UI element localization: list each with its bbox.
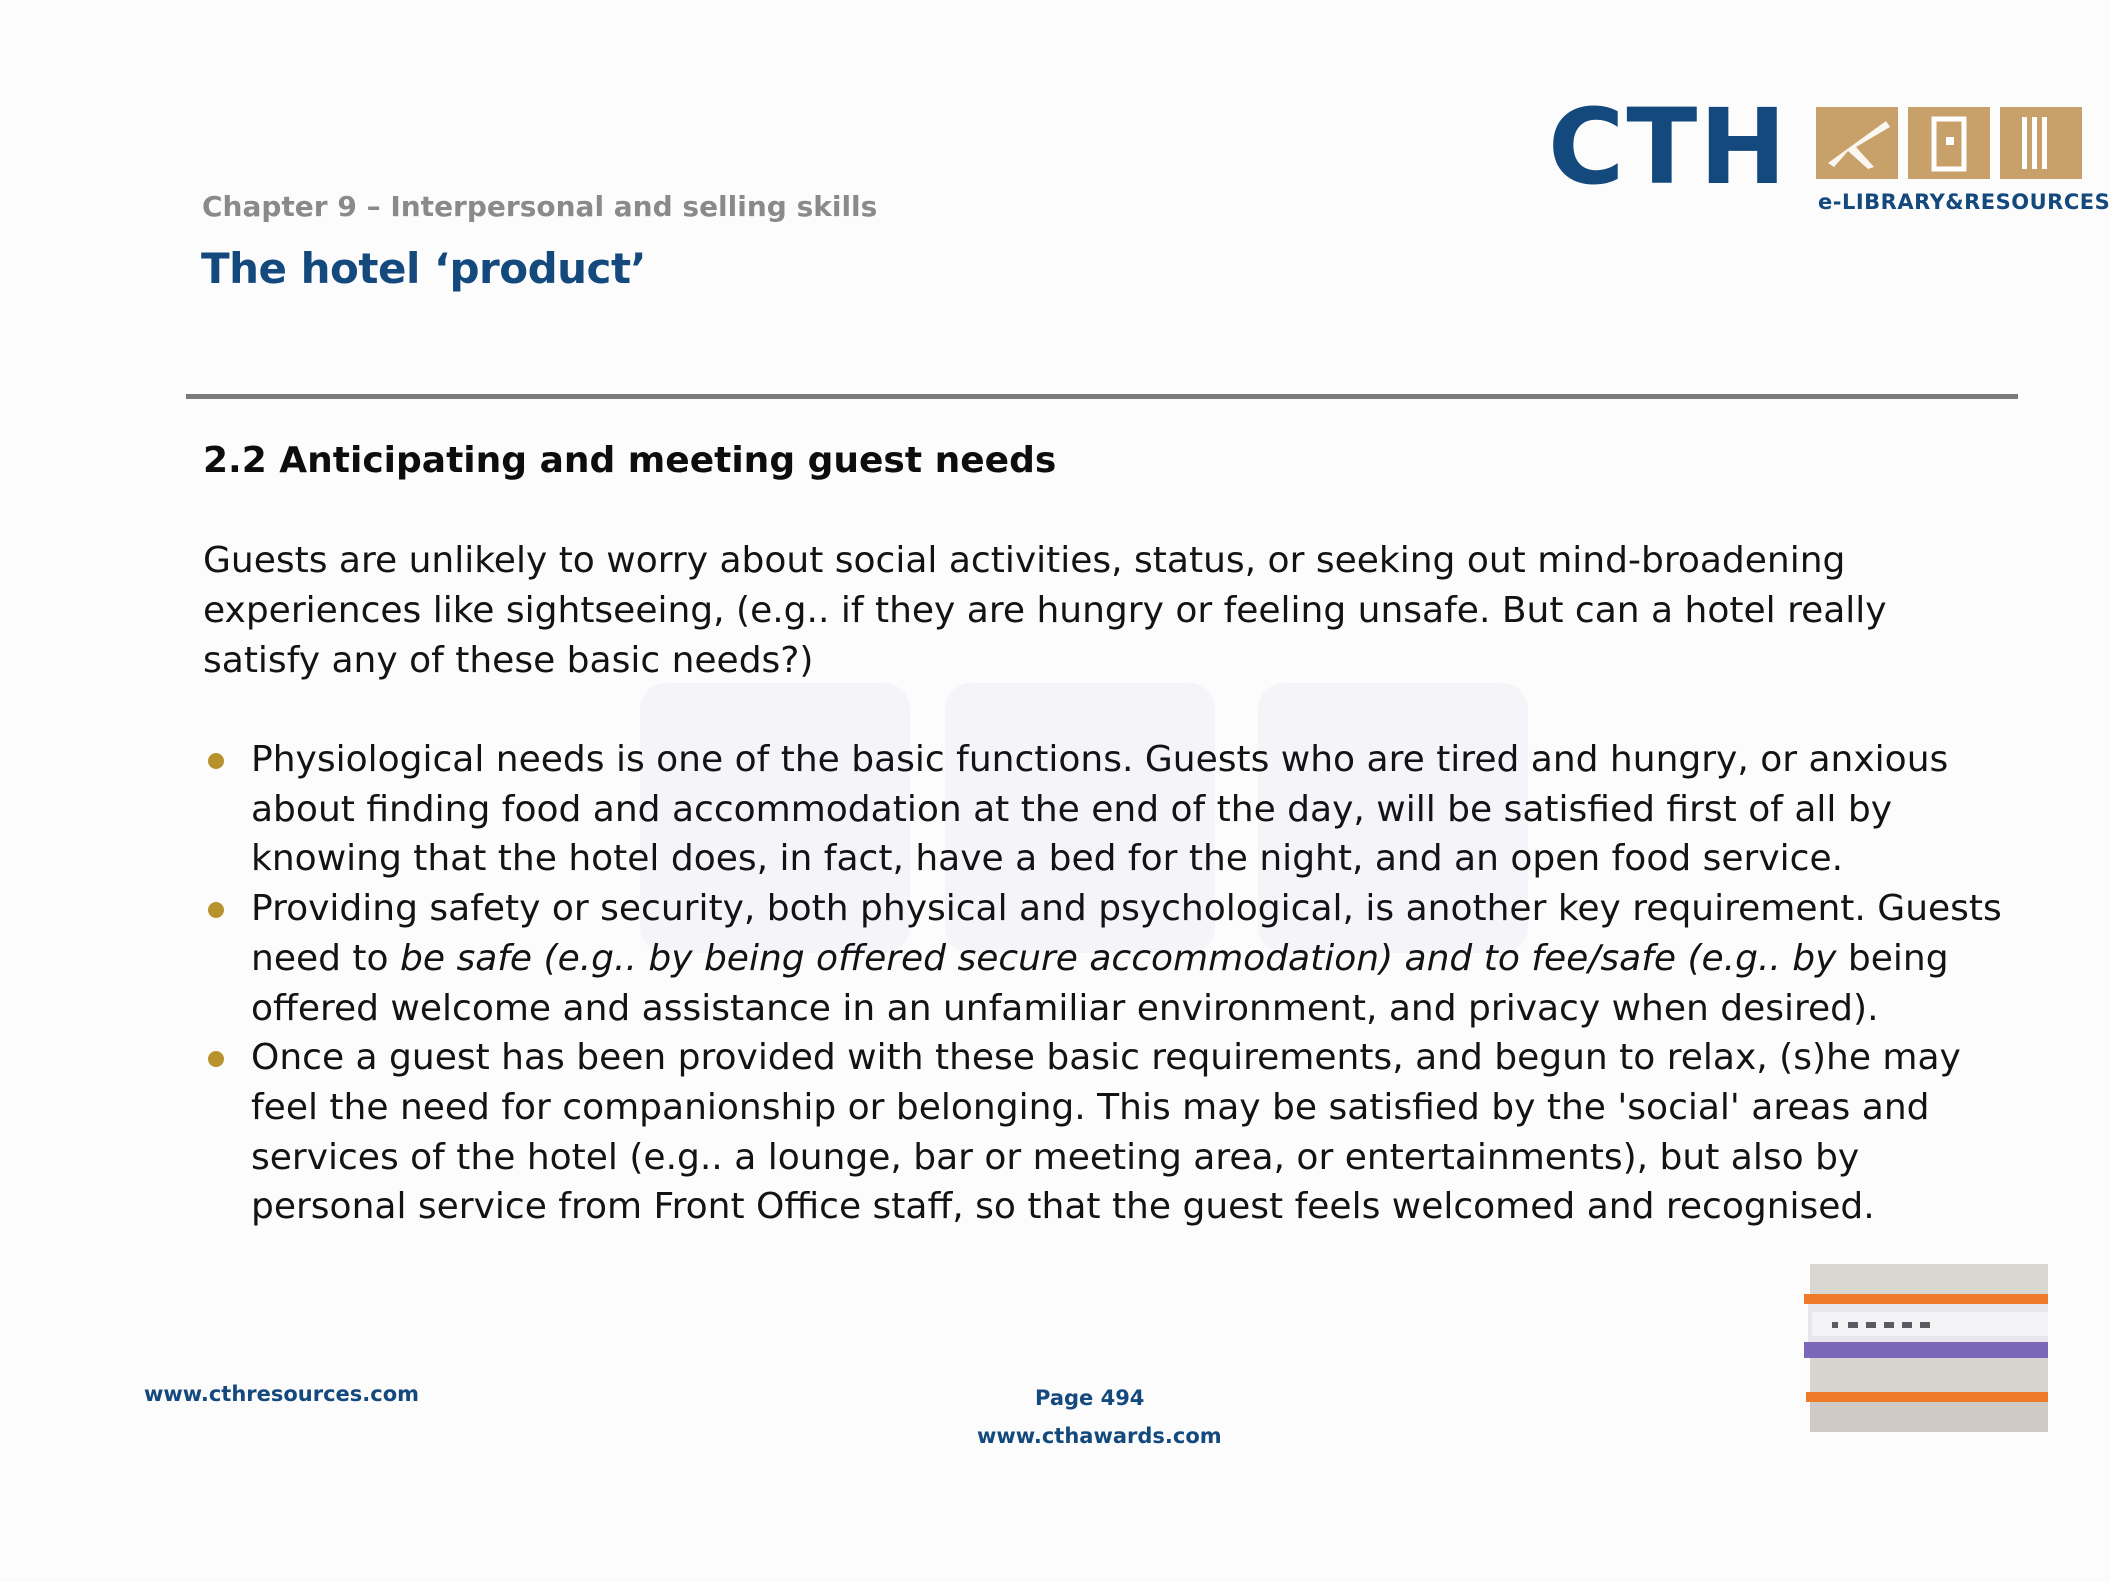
header-divider [186, 394, 2018, 399]
bullet-text: Physiological needs is one of the basic functions. Guests who are tired and hungry, or anxious about finding food and accommodation at the end of the day, will be satisfied first of all by knowing that the hotel does, in fact, have a bed for the night, and an open food service. [251, 739, 1949, 880]
bullet-text-end: being offered welcome and assistance in an unfamiliar environment, and privacy when desired). [251, 937, 1949, 1029]
page-title: The hotel ‘product’ [201, 244, 646, 293]
page-number: Page 494 [1035, 1386, 1145, 1410]
footer-awards-link[interactable]: www.cthawards.com [977, 1424, 1222, 1448]
logo-subtitle: e-LIBRARY&RESOURCES [1818, 190, 2110, 214]
cth-logo [1548, 86, 2110, 222]
list-item [203, 1033, 2003, 1232]
logo-wordmark: CTH [1548, 86, 1789, 208]
cutlery-icon [2000, 107, 2082, 179]
door-icon [1908, 107, 1990, 179]
section-heading: 2.2 Anticipating and meeting guest needs [203, 440, 1057, 481]
footer-resources-link[interactable]: www.cthresources.com [144, 1382, 420, 1406]
bullet-icon [208, 753, 224, 769]
bullet-text-italic: be safe (e.g.. by being offered secure accommodation) and to fee/safe (e.g.. by [400, 937, 1837, 979]
plane-icon [1816, 107, 1898, 179]
list-item [203, 735, 2003, 884]
list-item [203, 884, 2003, 1033]
bullet-icon [208, 902, 224, 918]
chapter-label: Chapter 9 – Interpersonal and selling skills [202, 190, 878, 223]
bullet-text: Once a guest has been provided with these basic requirements, and begun to relax, (s)he may feel the need for companionship or belonging. This may be satisfied by the 'social' areas and services of the hotel (e.g.. a lounge, bar or meeting area, or entertainments), but also by personal service from Front Office staff, so that the guest feels welcomed and recognised. [251, 1037, 1961, 1228]
bullet-icon [208, 1051, 224, 1067]
book-stack-image [1804, 1264, 2048, 1432]
bullet-text-start: Providing safety or security, both physical and psychological, is another key requirement. Guests need to [251, 888, 2002, 979]
intro-paragraph: Guests are unlikely to worry about social activities, status, or seeking out mind-broadening experiences like sightseeing, (e.g.. if they are hungry or feeling unsafe. But can a hotel really satisfy any of these basic needs?) [203, 540, 1887, 681]
needs-list [203, 735, 2003, 1232]
